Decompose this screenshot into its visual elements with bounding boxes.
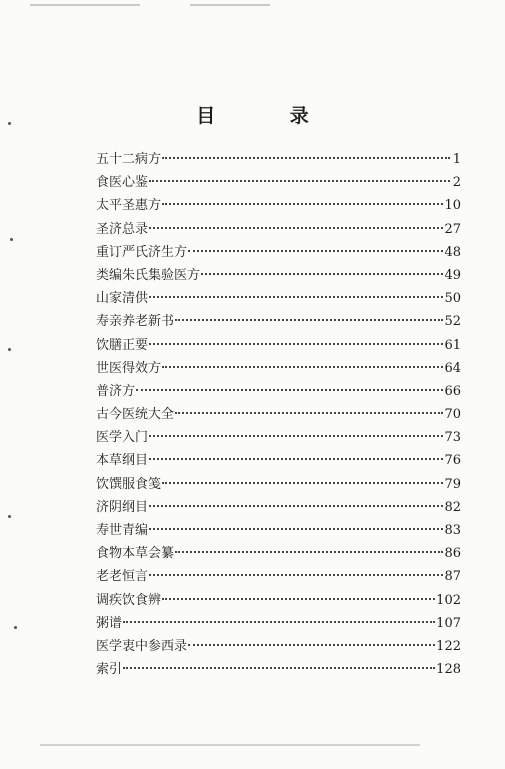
toc-entry[interactable]	[96, 519, 461, 542]
toc-entry-page: 102	[436, 592, 461, 608]
toc-entry-page: 79	[444, 476, 461, 492]
scan-speck	[8, 515, 11, 518]
toc-entry[interactable]	[96, 565, 461, 588]
dot-leader	[175, 412, 443, 414]
dot-leader	[175, 551, 443, 553]
toc-entry-page: 50	[444, 291, 461, 307]
scan-speck	[8, 348, 11, 351]
toc-entry-title: 老老恒言	[96, 569, 149, 585]
dot-leader	[162, 366, 443, 368]
dot-leader	[188, 644, 435, 646]
toc-entry[interactable]	[96, 496, 461, 519]
toc-entry-title: 世医得效方	[96, 360, 162, 376]
table-of-contents	[96, 148, 461, 681]
toc-entry[interactable]	[96, 635, 461, 658]
dot-leader	[149, 227, 443, 229]
dot-leader	[188, 250, 443, 252]
toc-entry[interactable]	[96, 449, 461, 472]
toc-entry[interactable]	[96, 241, 461, 264]
dot-leader	[162, 482, 443, 484]
toc-entry-title: 食医心鉴	[96, 175, 149, 191]
toc-entry-title: 寿世青编	[96, 523, 149, 538]
toc-entry-title: 类编朱氏集验医方	[96, 267, 201, 283]
page-title: 目 录	[196, 105, 343, 127]
toc-entry[interactable]	[96, 194, 461, 217]
dot-leader	[149, 180, 450, 182]
dot-leader	[149, 296, 443, 298]
toc-entry-page: 87	[444, 569, 461, 585]
scan-artifact-bottom	[40, 744, 420, 746]
scan-speck	[10, 238, 13, 241]
toc-entry-page: 10	[444, 198, 461, 214]
toc-entry-title: 济阴纲目	[96, 499, 149, 515]
dot-leader	[162, 598, 435, 600]
toc-entry-page: 1	[452, 152, 461, 167]
toc-entry-title: 索引	[96, 662, 123, 678]
dot-leader	[162, 157, 450, 159]
toc-entry-page: 66	[444, 383, 461, 399]
dot-leader	[149, 435, 443, 437]
toc-entry-page: 73	[444, 430, 461, 446]
toc-entry-title: 山家清供	[96, 291, 149, 307]
scan-speck	[14, 626, 17, 629]
dot-leader	[123, 621, 435, 623]
toc-entry[interactable]	[96, 380, 461, 403]
toc-entry-title: 五十二病方	[96, 152, 162, 167]
toc-entry[interactable]	[96, 218, 461, 241]
dot-leader	[149, 505, 443, 507]
toc-entry-page: 27	[444, 221, 461, 237]
toc-entry-title: 普济方	[96, 383, 136, 399]
toc-entry-page: 86	[444, 546, 461, 562]
toc-entry[interactable]	[96, 148, 461, 171]
toc-entry-title: 饮馔服食笺	[96, 476, 162, 492]
toc-entry-title: 太平圣惠方	[96, 198, 162, 214]
toc-entry[interactable]	[96, 473, 461, 496]
scan-artifact-top	[190, 4, 270, 6]
toc-entry-page: 52	[444, 314, 461, 330]
toc-entry-page: 83	[444, 523, 461, 538]
toc-entry-title: 食物本草会纂	[96, 546, 175, 562]
scan-artifact-top	[30, 4, 140, 6]
toc-entry-page: 76	[444, 453, 461, 469]
toc-entry[interactable]	[96, 287, 461, 310]
toc-entry-page: 128	[436, 662, 461, 678]
toc-entry-page: 82	[444, 499, 461, 515]
toc-entry-title: 圣济总录	[96, 221, 149, 237]
toc-entry-page: 122	[436, 638, 461, 654]
toc-entry-title: 寿亲养老新书	[96, 314, 175, 330]
toc-entry-title: 饮膳正要	[96, 337, 149, 353]
dot-leader	[136, 389, 443, 391]
dot-leader	[149, 343, 443, 345]
toc-entry[interactable]	[96, 171, 461, 194]
toc-entry[interactable]	[96, 264, 461, 287]
toc-entry[interactable]	[96, 612, 461, 635]
dot-leader	[162, 203, 443, 205]
toc-entry[interactable]	[96, 310, 461, 333]
dot-leader	[149, 458, 443, 460]
toc-entry-title: 重订严氏济生方	[96, 244, 188, 260]
dot-leader	[123, 667, 435, 669]
toc-entry[interactable]	[96, 334, 461, 357]
toc-entry-title: 本草纲目	[96, 453, 149, 469]
toc-entry-page: 107	[436, 615, 461, 631]
toc-entry-page: 64	[444, 360, 461, 376]
toc-entry[interactable]	[96, 542, 461, 565]
dot-leader	[175, 319, 443, 321]
toc-entry-title: 古今医统大全	[96, 407, 175, 423]
toc-entry[interactable]	[96, 658, 461, 681]
toc-entry-title: 医学入门	[96, 430, 149, 446]
dot-leader	[149, 528, 443, 530]
toc-entry-page: 70	[444, 407, 461, 423]
toc-entry-page: 2	[452, 175, 461, 191]
dot-leader	[201, 273, 443, 275]
toc-entry-title: 调疾饮食辨	[96, 592, 162, 608]
toc-entry[interactable]	[96, 589, 461, 612]
toc-entry[interactable]	[96, 426, 461, 449]
toc-entry-page: 48	[444, 244, 461, 260]
toc-entry[interactable]	[96, 357, 461, 380]
toc-entry-title: 医学衷中参西录	[96, 638, 188, 654]
dot-leader	[149, 574, 443, 576]
toc-entry-page: 49	[444, 267, 461, 283]
toc-entry[interactable]	[96, 403, 461, 426]
toc-entry-title: 粥谱	[96, 615, 123, 631]
toc-entry-page: 61	[444, 337, 461, 353]
